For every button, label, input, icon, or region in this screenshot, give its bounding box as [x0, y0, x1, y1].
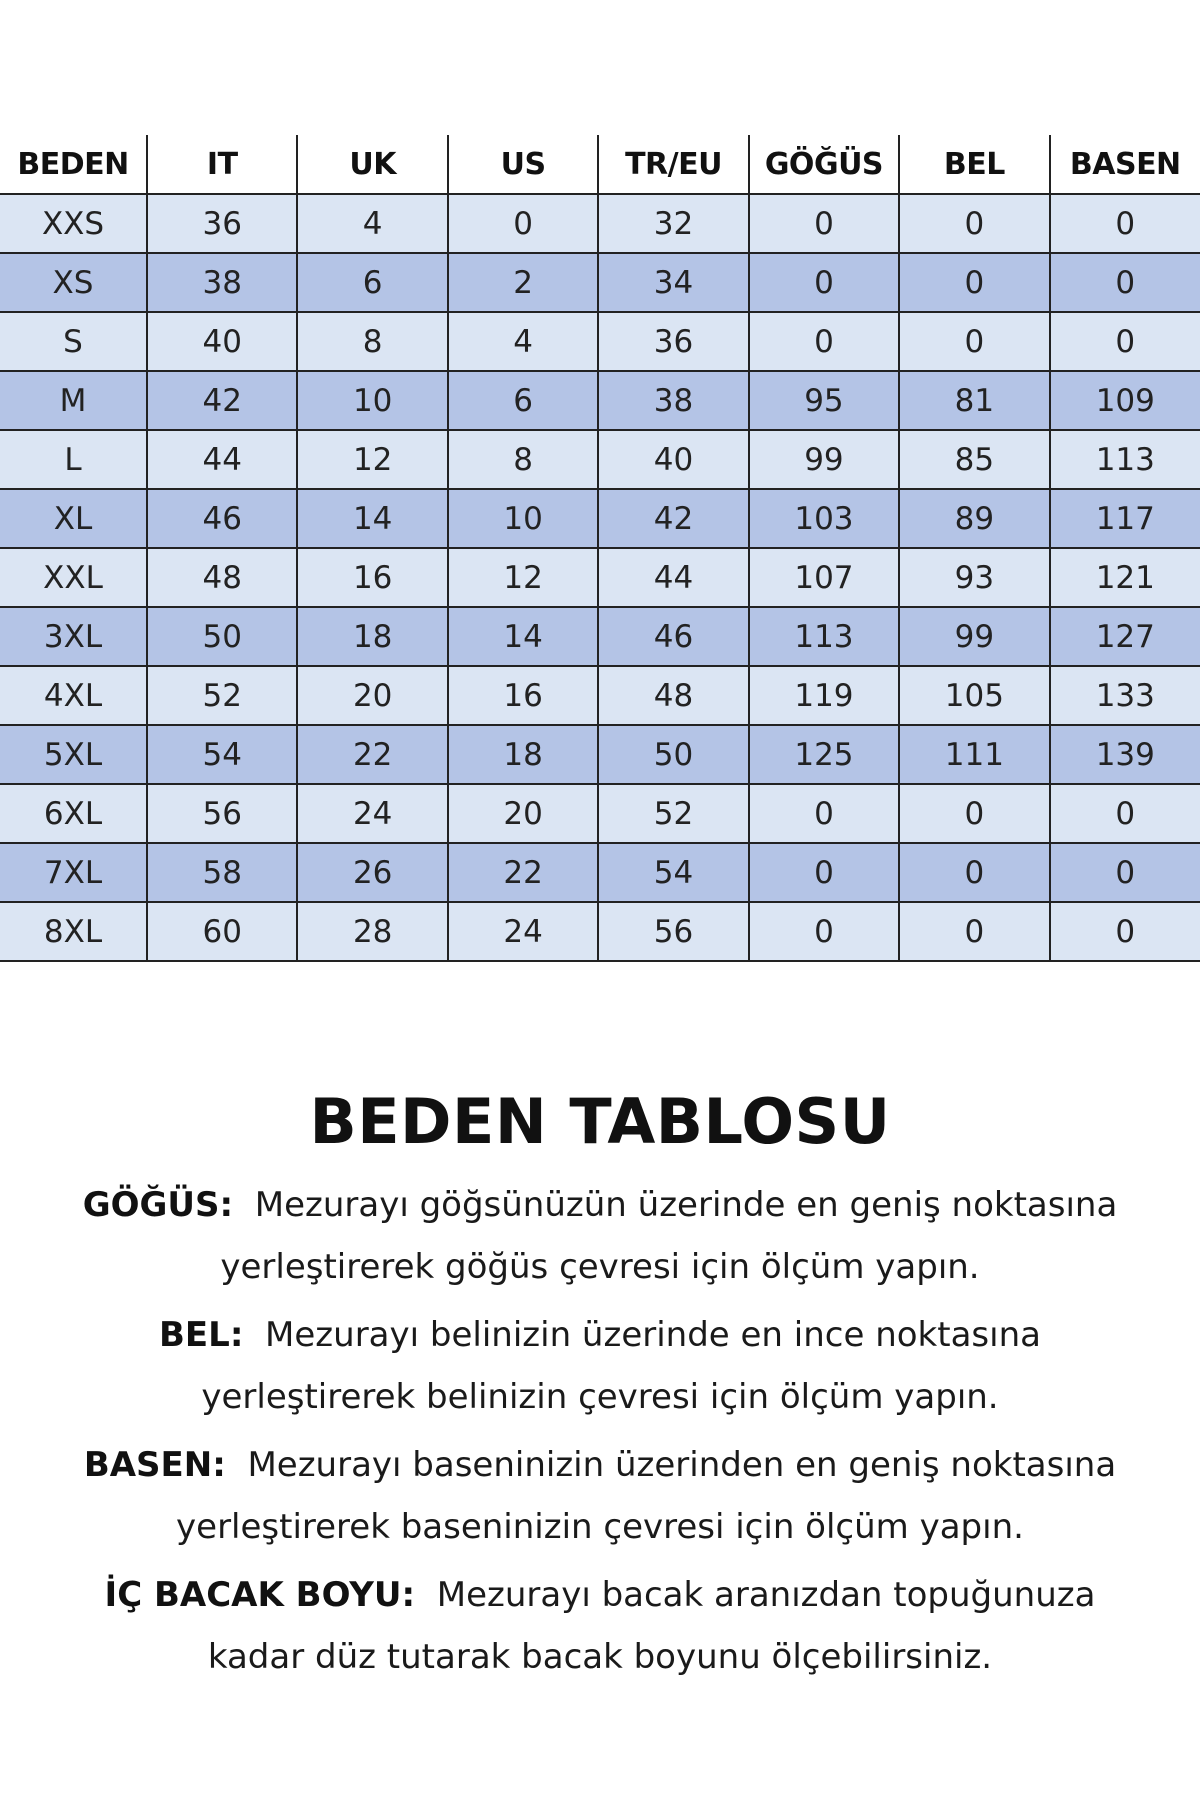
table-row: [0, 489, 1200, 548]
size-label-cell: XXS: [0, 194, 147, 253]
size-label-cell: XS: [0, 253, 147, 312]
table-cell: 111: [899, 725, 1049, 784]
table-cell: 121: [1050, 548, 1200, 607]
table-cell: 0: [1050, 312, 1200, 371]
table-cell: 18: [448, 725, 598, 784]
size-chart-body: [0, 194, 1200, 961]
table-cell: 56: [598, 902, 748, 961]
table-cell: 99: [749, 430, 899, 489]
guide-line-second: yerleştirerek göğüs çevresi için ölçüm yapın.: [220, 1247, 980, 1287]
column-header-us: US: [448, 135, 598, 194]
size-chart-header: [0, 135, 1200, 194]
guide-item: [0, 1174, 1200, 1298]
table-cell: 2: [448, 253, 598, 312]
size-label-cell: 6XL: [0, 784, 147, 843]
guide-line-second: yerleştirerek belinizin çevresi için ölçüm yapın.: [201, 1377, 999, 1417]
table-cell: 56: [147, 784, 297, 843]
table-cell: 119: [749, 666, 899, 725]
table-cell: 0: [1050, 902, 1200, 961]
table-row: [0, 843, 1200, 902]
table-cell: 16: [297, 548, 447, 607]
table-cell: 38: [598, 371, 748, 430]
table-cell: 10: [448, 489, 598, 548]
table-cell: 0: [1050, 253, 1200, 312]
guide-text: Mezurayı bacak aranızdan topuğunuza: [436, 1575, 1096, 1615]
table-cell: 36: [598, 312, 748, 371]
table-cell: 0: [899, 312, 1049, 371]
table-cell: 44: [598, 548, 748, 607]
size-label-cell: XL: [0, 489, 147, 548]
table-cell: 0: [899, 902, 1049, 961]
size-label-cell: XXL: [0, 548, 147, 607]
table-row: [0, 548, 1200, 607]
table-cell: 52: [147, 666, 297, 725]
table-cell: 0: [899, 194, 1049, 253]
guide-line-first: [0, 1564, 1200, 1626]
table-cell: 10: [297, 371, 447, 430]
table-row: [0, 194, 1200, 253]
table-cell: 58: [147, 843, 297, 902]
table-cell: 34: [598, 253, 748, 312]
table-cell: 0: [749, 902, 899, 961]
table-cell: 32: [598, 194, 748, 253]
table-cell: 125: [749, 725, 899, 784]
table-cell: 127: [1050, 607, 1200, 666]
table-cell: 139: [1050, 725, 1200, 784]
table-row: [0, 312, 1200, 371]
guide-line-second: yerleştirerek baseninizin çevresi için ölçüm yapın.: [176, 1507, 1024, 1547]
table-cell: 42: [598, 489, 748, 548]
table-cell: 85: [899, 430, 1049, 489]
table-cell: 109: [1050, 371, 1200, 430]
guide-text: Mezurayı göğsünüzün üzerinde en geniş noktasına: [254, 1185, 1118, 1225]
table-cell: 54: [147, 725, 297, 784]
column-header-tr-eu: TR/EU: [598, 135, 748, 194]
header-row: [0, 135, 1200, 194]
table-cell: 0: [1050, 194, 1200, 253]
table-cell: 113: [1050, 430, 1200, 489]
guide-item: [0, 1564, 1200, 1688]
table-cell: 6: [297, 253, 447, 312]
table-cell: 38: [147, 253, 297, 312]
guide-line-first: [0, 1304, 1200, 1366]
column-header-it: IT: [147, 135, 297, 194]
size-label-cell: 7XL: [0, 843, 147, 902]
guide-items: [0, 1174, 1200, 1688]
guide-text: Mezurayı belinizin üzerinde en ince noktasına: [265, 1315, 1041, 1355]
size-label-cell: M: [0, 371, 147, 430]
table-cell: 18: [297, 607, 447, 666]
column-header-bel: BEL: [899, 135, 1049, 194]
table-cell: 22: [297, 725, 447, 784]
table-cell: 40: [598, 430, 748, 489]
table-cell: 0: [749, 784, 899, 843]
table-cell: 46: [147, 489, 297, 548]
guide-label: BEL:: [159, 1315, 244, 1355]
table-cell: 40: [147, 312, 297, 371]
size-label-cell: 3XL: [0, 607, 147, 666]
table-cell: 103: [749, 489, 899, 548]
table-row: [0, 430, 1200, 489]
table-cell: 60: [147, 902, 297, 961]
table-cell: 8: [448, 430, 598, 489]
table-cell: 28: [297, 902, 447, 961]
table-cell: 113: [749, 607, 899, 666]
table-cell: 50: [598, 725, 748, 784]
column-header-uk: UK: [297, 135, 447, 194]
table-row: [0, 725, 1200, 784]
table-cell: 0: [899, 843, 1049, 902]
size-chart-table: [0, 135, 1200, 962]
size-label-cell: 8XL: [0, 902, 147, 961]
table-cell: 117: [1050, 489, 1200, 548]
column-header-basen: BASEN: [1050, 135, 1200, 194]
column-header-g-s: GÖĞÜS: [749, 135, 899, 194]
table-row: [0, 607, 1200, 666]
size-label-cell: S: [0, 312, 147, 371]
table-cell: 0: [448, 194, 598, 253]
table-cell: 36: [147, 194, 297, 253]
table-cell: 95: [749, 371, 899, 430]
measurement-guide: [0, 1085, 1200, 1694]
table-cell: 0: [749, 194, 899, 253]
table-cell: 8: [297, 312, 447, 371]
table-cell: 24: [297, 784, 447, 843]
guide-line-first: [0, 1434, 1200, 1496]
table-row: [0, 666, 1200, 725]
table-cell: 52: [598, 784, 748, 843]
table-cell: 0: [899, 784, 1049, 843]
table-cell: 99: [899, 607, 1049, 666]
table-cell: 6: [448, 371, 598, 430]
guide-text: Mezurayı baseninizin üzerinden en geniş noktasına: [247, 1445, 1117, 1485]
size-label-cell: 5XL: [0, 725, 147, 784]
table-cell: 14: [297, 489, 447, 548]
size-label-cell: L: [0, 430, 147, 489]
table-cell: 133: [1050, 666, 1200, 725]
table-cell: 16: [448, 666, 598, 725]
table-row: [0, 902, 1200, 961]
table-cell: 89: [899, 489, 1049, 548]
table-cell: 20: [297, 666, 447, 725]
table-cell: 20: [448, 784, 598, 843]
size-label-cell: 4XL: [0, 666, 147, 725]
column-header-beden: BEDEN: [0, 135, 147, 194]
table-cell: 24: [448, 902, 598, 961]
table-cell: 0: [749, 843, 899, 902]
guide-label: İÇ BACAK BOYU:: [104, 1575, 416, 1615]
table-cell: 12: [297, 430, 447, 489]
table-cell: 0: [749, 312, 899, 371]
guide-line-first: [0, 1174, 1200, 1236]
table-cell: 12: [448, 548, 598, 607]
guide-label: BASEN:: [83, 1445, 226, 1485]
table-cell: 0: [899, 253, 1049, 312]
table-row: [0, 784, 1200, 843]
table-cell: 48: [147, 548, 297, 607]
table-cell: 4: [297, 194, 447, 253]
guide-title: BEDEN TABLOSU: [309, 1085, 891, 1158]
table-row: [0, 253, 1200, 312]
guide-item: [0, 1434, 1200, 1558]
table-cell: 46: [598, 607, 748, 666]
table-cell: 0: [1050, 784, 1200, 843]
table-cell: 4: [448, 312, 598, 371]
table-cell: 48: [598, 666, 748, 725]
table-cell: 107: [749, 548, 899, 607]
table-cell: 14: [448, 607, 598, 666]
table-cell: 44: [147, 430, 297, 489]
table-cell: 0: [1050, 843, 1200, 902]
table-cell: 22: [448, 843, 598, 902]
table-cell: 50: [147, 607, 297, 666]
table-cell: 105: [899, 666, 1049, 725]
table-cell: 26: [297, 843, 447, 902]
guide-item: [0, 1304, 1200, 1428]
table-cell: 93: [899, 548, 1049, 607]
table-cell: 54: [598, 843, 748, 902]
guide-label: GÖĞÜS:: [82, 1185, 234, 1225]
table-cell: 0: [749, 253, 899, 312]
table-cell: 81: [899, 371, 1049, 430]
table-row: [0, 371, 1200, 430]
table-cell: 42: [147, 371, 297, 430]
guide-line-second: kadar düz tutarak bacak boyunu ölçebilirsiniz.: [207, 1637, 993, 1677]
